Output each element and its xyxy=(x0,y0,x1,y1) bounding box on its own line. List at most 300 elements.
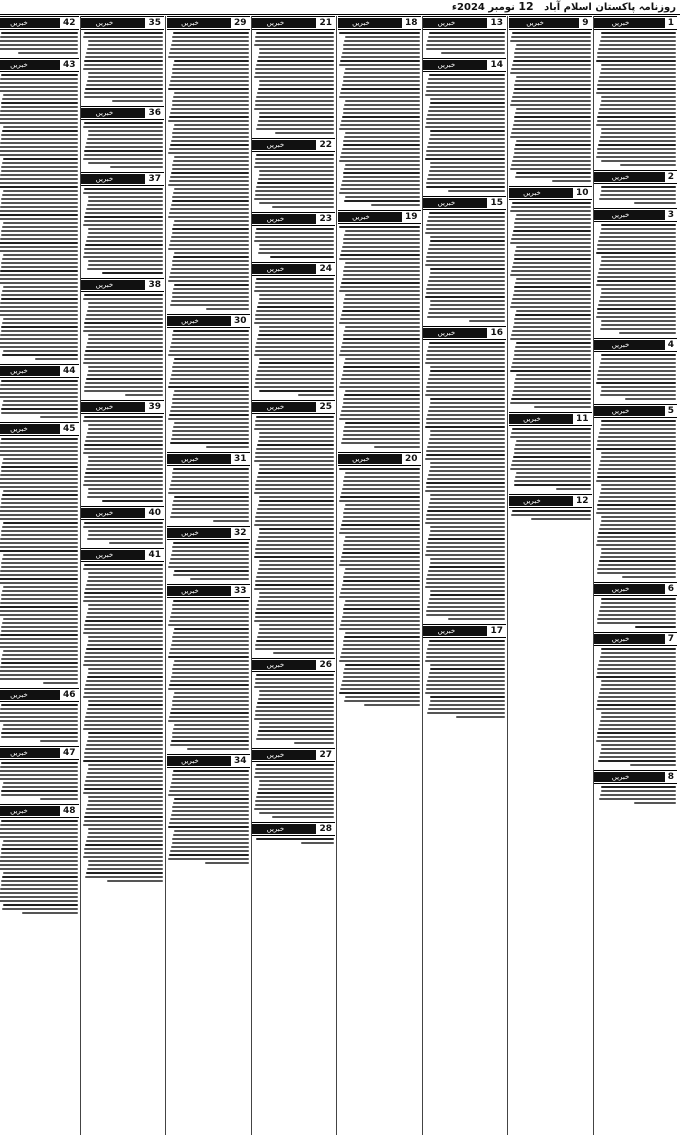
text-line xyxy=(190,578,248,580)
text-line xyxy=(1,294,77,296)
news-article xyxy=(252,138,335,208)
text-line xyxy=(173,696,248,698)
text-line xyxy=(259,560,334,562)
article-header-bar xyxy=(338,454,402,464)
text-line xyxy=(430,466,505,468)
text-line xyxy=(430,590,505,592)
text-line xyxy=(171,554,249,556)
text-line xyxy=(1,762,78,764)
article-header-bar xyxy=(423,60,487,70)
text-line xyxy=(2,98,77,100)
article-body xyxy=(338,32,421,206)
article-header-label: خبریں xyxy=(266,215,285,223)
text-line xyxy=(427,648,505,650)
text-line xyxy=(345,262,420,264)
text-line xyxy=(430,402,505,404)
text-line xyxy=(0,828,78,830)
text-line xyxy=(173,542,248,544)
text-line xyxy=(168,152,248,154)
text-line xyxy=(599,528,676,530)
text-line xyxy=(255,104,334,106)
text-line xyxy=(40,416,77,418)
text-line xyxy=(87,538,163,540)
text-line xyxy=(254,556,334,558)
article-header-label: خبریں xyxy=(437,627,456,635)
article-header-bar xyxy=(0,60,60,70)
text-line xyxy=(84,32,163,34)
article-header-label: خبریں xyxy=(611,773,630,781)
text-line xyxy=(342,84,420,86)
text-line xyxy=(343,76,419,78)
text-line xyxy=(342,680,420,682)
text-line xyxy=(171,76,249,78)
text-line xyxy=(259,174,334,176)
text-line xyxy=(85,812,163,814)
text-line xyxy=(255,72,334,74)
text-line xyxy=(2,908,77,910)
text-line xyxy=(515,476,590,478)
text-line xyxy=(345,696,420,698)
text-line xyxy=(341,314,420,316)
text-line xyxy=(426,256,505,258)
text-line xyxy=(601,484,676,486)
text-line xyxy=(601,420,676,422)
text-line xyxy=(514,116,590,118)
text-line xyxy=(0,542,78,544)
text-line xyxy=(0,678,78,680)
article-number: 10 xyxy=(575,188,589,198)
news-article xyxy=(0,422,79,684)
article-header xyxy=(594,170,677,184)
text-line xyxy=(0,716,78,718)
text-line xyxy=(510,468,590,470)
text-line xyxy=(88,860,163,862)
text-line xyxy=(0,282,78,284)
text-line xyxy=(620,164,676,166)
text-line xyxy=(2,354,77,356)
text-line xyxy=(0,614,78,616)
text-line xyxy=(84,784,163,786)
text-line xyxy=(531,518,590,520)
text-line xyxy=(430,236,505,238)
text-line xyxy=(259,528,334,530)
text-line xyxy=(514,222,590,224)
text-line xyxy=(255,424,334,426)
text-line xyxy=(341,588,420,590)
text-line xyxy=(2,558,77,560)
text-line xyxy=(256,374,334,376)
text-line xyxy=(2,226,77,228)
text-line xyxy=(83,420,163,422)
text-line xyxy=(340,528,419,530)
text-line xyxy=(88,72,163,74)
text-line xyxy=(87,644,163,646)
text-line xyxy=(43,682,77,684)
text-line xyxy=(342,438,420,440)
text-line xyxy=(84,416,163,418)
text-line xyxy=(343,108,419,110)
text-line xyxy=(343,140,419,142)
text-line xyxy=(172,232,249,234)
text-line xyxy=(513,326,591,328)
text-line xyxy=(425,458,505,460)
text-line xyxy=(84,60,163,62)
text-line xyxy=(258,632,334,634)
text-line xyxy=(427,382,505,384)
text-line xyxy=(339,386,419,388)
text-line xyxy=(88,672,163,674)
text-line xyxy=(596,92,676,94)
text-line xyxy=(427,114,505,116)
text-line xyxy=(598,728,676,730)
text-line xyxy=(426,614,505,616)
text-line xyxy=(513,294,591,296)
text-line xyxy=(174,798,249,800)
text-line xyxy=(342,648,420,650)
article-number: 25 xyxy=(319,402,332,412)
article-body xyxy=(594,598,677,628)
text-line xyxy=(343,242,420,244)
article-body xyxy=(594,224,677,334)
text-line xyxy=(511,164,590,166)
text-line xyxy=(1,32,78,34)
text-line xyxy=(601,128,676,130)
article-body xyxy=(167,600,250,750)
text-line xyxy=(0,338,78,340)
text-line xyxy=(170,558,249,560)
text-line xyxy=(88,796,163,798)
text-line xyxy=(426,150,505,152)
text-line xyxy=(258,334,334,336)
text-line xyxy=(596,156,676,158)
text-line xyxy=(3,522,78,524)
text-line xyxy=(0,396,78,398)
news-article xyxy=(167,452,250,522)
masthead-title: روزنامہ پاکستان اسلام آباد xyxy=(544,2,676,13)
text-line xyxy=(168,826,248,828)
text-line xyxy=(172,100,248,102)
article-body xyxy=(509,202,592,408)
text-line xyxy=(598,304,676,306)
text-line xyxy=(601,602,676,604)
article-header-bar xyxy=(252,750,316,760)
text-line xyxy=(597,276,676,278)
text-line xyxy=(257,508,334,510)
text-line xyxy=(1,266,78,268)
text-line xyxy=(510,136,590,138)
text-line xyxy=(0,720,78,722)
text-line xyxy=(84,656,163,658)
article-header xyxy=(252,400,335,414)
text-line xyxy=(170,48,249,50)
text-line xyxy=(173,664,248,666)
text-line xyxy=(172,334,248,336)
text-line xyxy=(516,440,591,442)
text-line xyxy=(257,370,334,372)
text-line xyxy=(1,412,78,414)
text-line xyxy=(84,852,163,854)
text-line xyxy=(344,234,419,236)
text-line xyxy=(0,550,78,552)
text-line xyxy=(430,102,505,104)
text-line xyxy=(259,564,334,566)
text-line xyxy=(425,264,505,266)
text-line xyxy=(83,330,163,332)
text-line xyxy=(430,494,505,496)
text-line xyxy=(259,80,334,82)
article-header-label: خبریں xyxy=(181,529,199,537)
text-line xyxy=(172,636,248,638)
text-line xyxy=(171,172,249,174)
text-line xyxy=(513,156,591,158)
text-line xyxy=(171,846,249,848)
article-header xyxy=(423,624,506,638)
text-line xyxy=(173,600,248,602)
text-line xyxy=(169,562,248,564)
text-line xyxy=(1,438,78,440)
text-line xyxy=(600,524,676,526)
text-line xyxy=(597,572,676,574)
text-line xyxy=(173,224,248,226)
text-line xyxy=(1,134,77,136)
text-line xyxy=(255,772,334,774)
text-line xyxy=(601,598,676,600)
text-line xyxy=(187,748,249,750)
text-line xyxy=(2,462,77,464)
article-header-bar xyxy=(594,584,665,594)
text-line xyxy=(3,586,78,588)
text-line xyxy=(597,700,676,702)
text-line xyxy=(428,142,505,144)
text-line xyxy=(171,612,249,614)
text-line xyxy=(2,194,77,196)
text-line xyxy=(171,480,249,482)
news-article xyxy=(0,58,79,360)
article-header-bar xyxy=(252,824,316,834)
text-line xyxy=(339,628,419,630)
text-line xyxy=(427,542,505,544)
text-line xyxy=(294,742,334,744)
article-header xyxy=(81,106,164,120)
text-line xyxy=(0,48,78,50)
text-line xyxy=(83,526,163,528)
text-line xyxy=(339,468,419,470)
news-article xyxy=(338,16,421,206)
text-line xyxy=(258,600,334,602)
text-line xyxy=(255,194,334,196)
text-line xyxy=(513,92,591,94)
text-line xyxy=(428,708,505,710)
text-line xyxy=(345,36,420,38)
text-line xyxy=(598,240,676,242)
article-header-bar xyxy=(81,402,145,412)
text-line xyxy=(88,264,163,266)
text-line xyxy=(0,214,78,216)
news-article xyxy=(81,106,164,168)
text-line xyxy=(339,500,419,502)
text-line xyxy=(88,260,163,262)
text-line xyxy=(344,362,419,364)
text-line xyxy=(514,290,591,292)
text-line xyxy=(259,170,334,172)
text-line xyxy=(169,84,248,86)
text-line xyxy=(511,432,590,434)
text-line xyxy=(515,218,590,220)
article-header-bar xyxy=(252,264,316,274)
text-line xyxy=(425,296,505,298)
article-number: 48 xyxy=(62,806,76,816)
article-header xyxy=(594,208,677,222)
text-line xyxy=(172,732,248,734)
text-line xyxy=(534,406,591,408)
text-line xyxy=(0,896,78,898)
text-line xyxy=(88,162,163,164)
text-line xyxy=(174,156,249,158)
text-line xyxy=(88,40,163,42)
text-line xyxy=(339,64,419,66)
text-line xyxy=(0,606,78,608)
text-line xyxy=(173,288,248,290)
text-line xyxy=(340,156,419,158)
text-line xyxy=(425,232,505,234)
text-line xyxy=(599,692,676,694)
news-article xyxy=(509,186,592,408)
text-line xyxy=(429,470,505,472)
text-line xyxy=(172,704,249,706)
text-line xyxy=(258,440,334,442)
text-line xyxy=(172,504,248,506)
text-line xyxy=(596,124,676,126)
text-line xyxy=(430,304,505,306)
text-line xyxy=(516,214,591,216)
text-line xyxy=(511,366,590,368)
text-line xyxy=(345,100,420,102)
text-line xyxy=(512,394,591,396)
text-line xyxy=(426,688,505,690)
text-line xyxy=(597,508,676,510)
article-number: 17 xyxy=(490,626,503,636)
text-line xyxy=(0,634,78,636)
news-column xyxy=(0,16,79,1135)
text-line xyxy=(88,232,163,234)
article-header-bar xyxy=(509,18,580,28)
text-line xyxy=(256,576,334,578)
text-line xyxy=(84,252,163,254)
text-line xyxy=(514,480,590,482)
text-line xyxy=(430,98,505,100)
text-line xyxy=(597,440,676,442)
text-line xyxy=(515,346,590,348)
text-line xyxy=(601,716,676,718)
text-line xyxy=(1,658,77,660)
text-line xyxy=(87,496,163,498)
text-line xyxy=(3,94,78,96)
text-line xyxy=(1,820,78,822)
news-column xyxy=(509,16,592,1135)
text-line xyxy=(86,712,163,714)
text-line xyxy=(374,446,419,448)
text-line xyxy=(598,614,676,616)
news-article xyxy=(594,208,677,334)
text-line xyxy=(601,786,676,788)
text-line xyxy=(429,502,505,504)
text-line xyxy=(172,398,248,400)
text-line xyxy=(84,848,163,850)
text-line xyxy=(171,44,249,46)
text-line xyxy=(343,480,419,482)
text-line xyxy=(600,656,676,658)
text-line xyxy=(171,268,249,270)
text-line xyxy=(256,310,334,312)
text-line xyxy=(601,488,676,490)
text-line xyxy=(599,108,676,110)
text-line xyxy=(601,552,676,554)
text-line xyxy=(514,226,591,228)
text-line xyxy=(88,196,163,198)
text-line xyxy=(512,266,591,268)
text-line xyxy=(2,322,77,324)
text-line xyxy=(257,124,334,126)
news-article xyxy=(594,404,677,578)
text-line xyxy=(259,390,334,392)
article-header xyxy=(167,526,250,540)
text-line xyxy=(511,68,590,70)
text-line xyxy=(3,490,78,492)
text-line xyxy=(344,540,419,542)
text-line xyxy=(469,320,505,322)
text-line xyxy=(345,68,420,70)
text-line xyxy=(88,832,163,834)
text-line xyxy=(341,152,420,154)
text-line xyxy=(169,180,248,182)
text-line xyxy=(88,768,163,770)
text-line xyxy=(515,444,590,446)
text-line xyxy=(168,688,248,690)
text-line xyxy=(1,662,78,664)
text-line xyxy=(339,290,419,292)
text-line xyxy=(0,342,78,344)
text-line xyxy=(510,242,590,244)
text-line xyxy=(0,310,78,312)
article-header-label: خبریں xyxy=(611,407,630,415)
text-line xyxy=(84,358,163,360)
text-line xyxy=(84,688,163,690)
text-line xyxy=(35,358,77,360)
text-line xyxy=(2,876,77,878)
text-line xyxy=(87,740,163,742)
text-line xyxy=(0,154,78,156)
text-line xyxy=(512,510,591,512)
text-line xyxy=(511,206,590,208)
text-line xyxy=(169,148,248,150)
article-header xyxy=(252,262,335,276)
text-line xyxy=(84,326,163,328)
text-line xyxy=(171,438,249,440)
article-header-label: خبریں xyxy=(95,175,114,183)
text-line xyxy=(259,330,334,332)
text-line xyxy=(259,812,334,814)
text-line xyxy=(599,724,676,726)
text-line xyxy=(597,374,676,376)
text-line xyxy=(172,508,249,510)
text-line xyxy=(343,176,420,178)
text-line xyxy=(22,912,77,914)
text-line xyxy=(255,644,334,646)
text-line xyxy=(0,270,78,272)
text-line xyxy=(510,306,590,308)
text-line xyxy=(601,36,676,38)
text-line xyxy=(3,872,78,874)
